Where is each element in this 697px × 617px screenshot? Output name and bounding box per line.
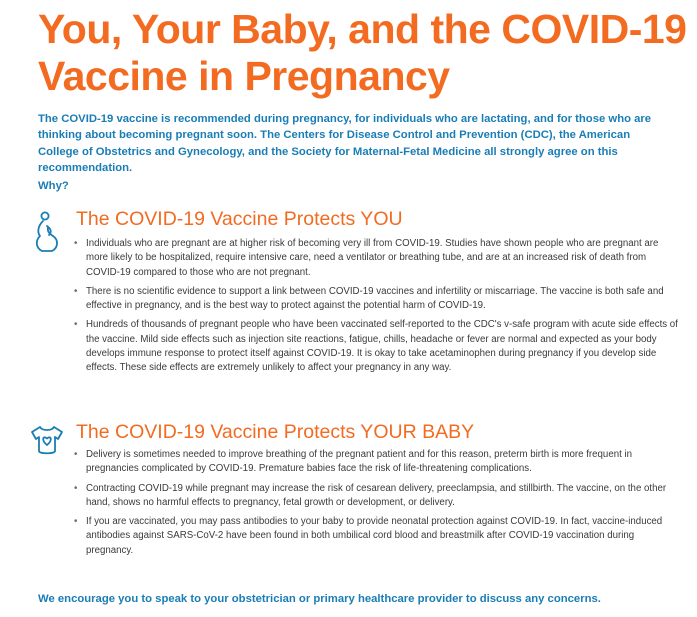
list-item: • There is no scientific evidence to support a link between COVID-19 vaccines and infertility or miscarriage. The vaccine is both safe and effective in pregnancy, and is the best way to protect against the potential harm of COVID-19. — [74, 285, 679, 314]
title-line-2: Vaccine in Pregnancy — [38, 53, 450, 99]
list-item: • Contracting COVID-19 while pregnant may increase the risk of cesarean delivery, preeclampsia, and stillbirth. The vaccine, on the other hand, shows no harmful effects to pregnancy, fetal growth or development, or delivery. — [74, 482, 679, 511]
pregnant-person-icon — [32, 210, 62, 254]
baby-onesie-heart-icon — [30, 425, 64, 457]
list-item: • If you are vaccinated, you may pass antibodies to your baby to provide neonatal protection against COVID-19. In fact, vaccine-induced antibodies against SARS-CoV-2 have been found in both umbilical cord blood and breastmilk after COVID-19 vaccination during pregnancy. — [74, 515, 679, 558]
section-heading: The COVID-19 Vaccine Protects YOU — [76, 208, 403, 230]
bullet-list — [74, 237, 679, 381]
title-line-1: You, Your Baby, and the COVID-19 — [38, 6, 687, 52]
list-item: • Hundreds of thousands of pregnant people who have been vaccinated self-reported to the CDC's v-safe program with acute side effects of the vaccine. Mild side effects such as injection site reactions, fatigue, chills, headache or fever are normal and expected as your body develops immune response to protect itself against COVID-19. It is okay to take acetaminophen during pregnancy if you develop side effects. These side effects are extremely unlikely to affect your pregnancy in any way. — [74, 318, 679, 375]
list-item: • Individuals who are pregnant are at higher risk of becoming very ill from COVID-19. Studies have shown people who are pregnant are more likely to be hospitalized, require intensive care, need a ventilator or breathing tube, and are at an increased risk of death from COVID-19 compared to those who are not pregnant. — [74, 237, 679, 280]
closing-statement: We encourage you to speak to your obstetrician or primary healthcare provider to discuss any concerns. — [38, 593, 601, 605]
section-heading: The COVID-19 Vaccine Protects YOUR BABY — [76, 421, 475, 443]
list-item: • Delivery is sometimes needed to improve breathing of the pregnant patient and for this reason, preterm birth is more frequent in pregnancies complicated by COVID-19. Premature babies face the risk of life-threatening complications. — [74, 448, 679, 477]
why-label: Why? — [38, 180, 69, 192]
bullet-list — [74, 448, 679, 563]
page-title — [38, 6, 686, 100]
intro-paragraph: The COVID-19 vaccine is recommended during pregnancy, for individuals who are lactating, and for those who are thinking about becoming pregnant soon. The Centers for Disease Control and Prevention (CDC), the American College of Obstetrics and Gynecology, and the Society for Maternal-Fetal Medicine all strongly agree on this recommendation. — [38, 113, 652, 175]
